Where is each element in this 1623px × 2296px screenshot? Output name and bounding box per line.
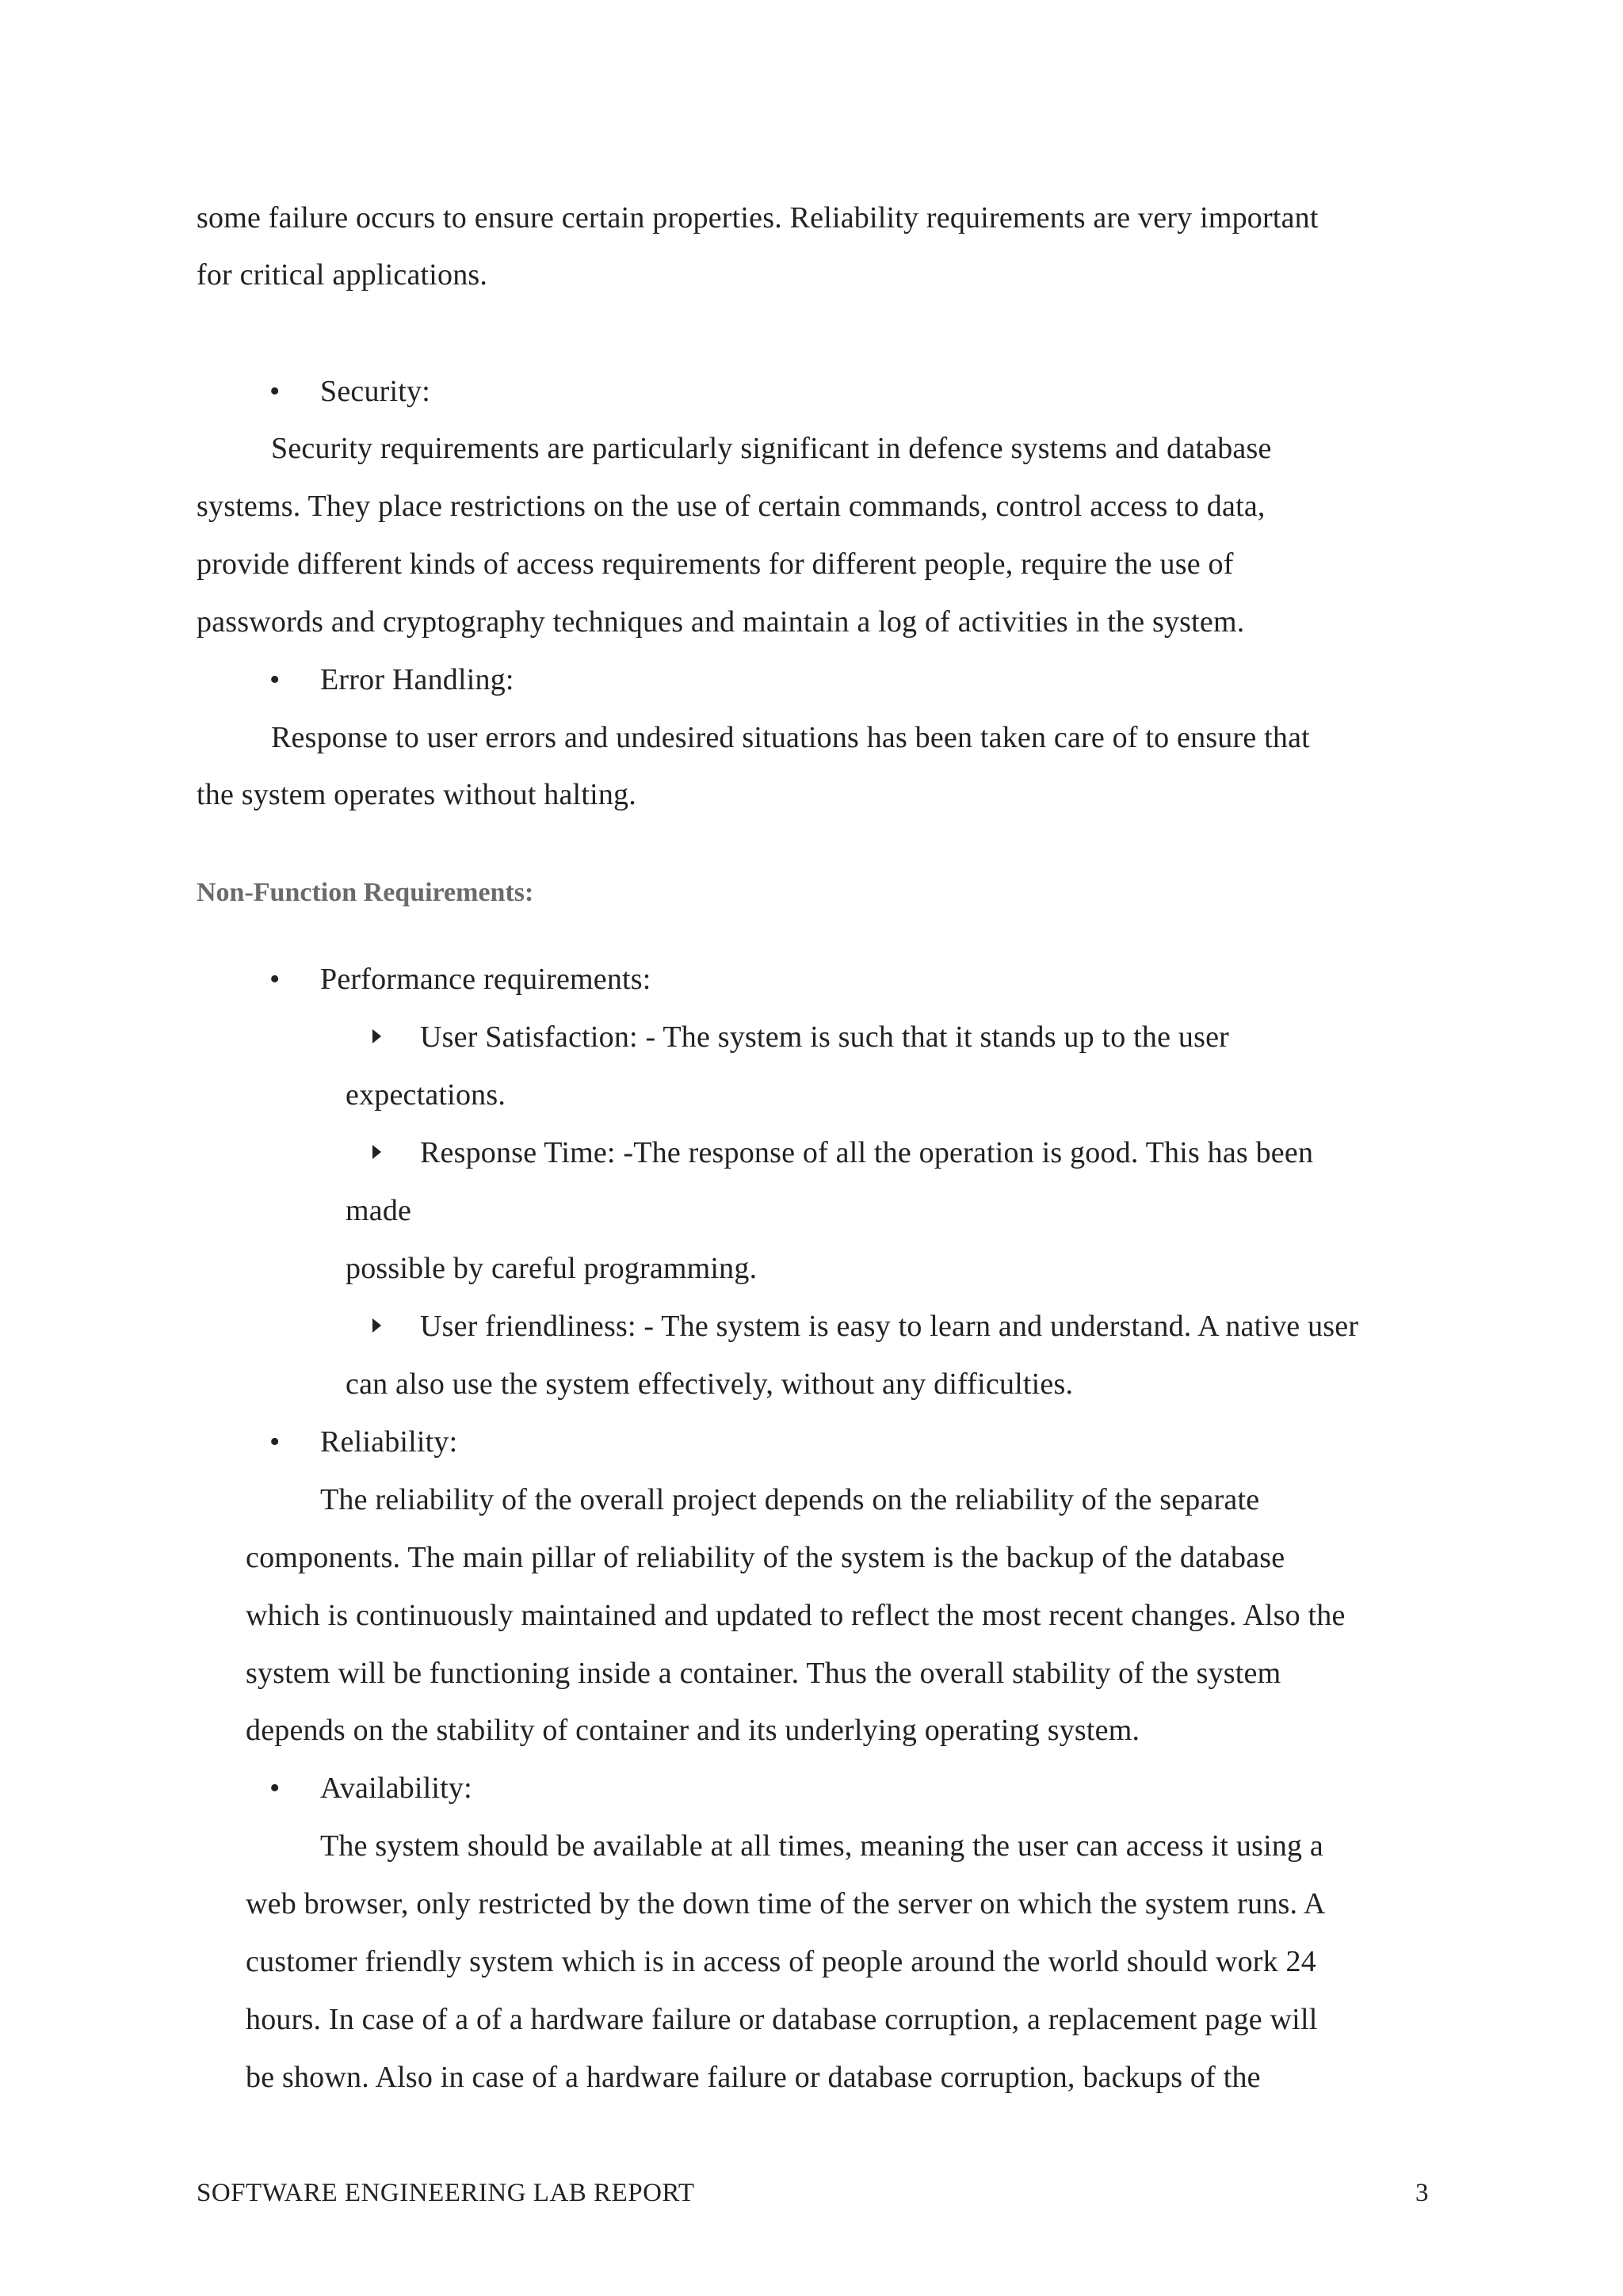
response-time-arrow-icon	[372, 1145, 381, 1159]
reliability-text-line-3: which is continuously maintained and updated to reflect the most recent changes. Also the	[246, 1599, 1346, 1632]
security-text-line-4: passwords and cryptography techniques and maintain a log of activities in the system.	[197, 605, 1245, 639]
availability-text-line-3: customer friendly system which is in access of people around the world should work 24	[246, 1945, 1316, 1978]
response-time-line-3: possible by careful programming.	[346, 1252, 758, 1285]
reliability-text-line-2: components. The main pillar of reliability of the system is the backup of the database	[246, 1541, 1285, 1574]
reliability-text-line-1: The reliability of the overall project depends on the reliability of the separate	[320, 1483, 1260, 1516]
user-friendliness-line-2: can also use the system effectively, without any difficulties.	[346, 1367, 1074, 1401]
availability-bullet: •	[269, 1772, 281, 1805]
reliability-text-line-4: system will be functioning inside a container. Thus the overall stability of the system	[246, 1657, 1281, 1690]
availability-text-line-4: hours. In case of a of a hardware failure or database corruption, a replacement page will	[246, 2003, 1318, 2036]
user-satisfaction-line-1: User Satisfaction: - The system is such that it stands up to the user	[420, 1020, 1230, 1054]
intro-line-1: some failure occurs to ensure certain properties. Reliability requirements are very important	[197, 201, 1319, 235]
user-friendliness-line-1: User friendliness: - The system is easy to learn and understand. A native user	[420, 1310, 1359, 1343]
error-handling-label: Error Handling:	[320, 663, 514, 696]
reliability-text-line-5: depends on the stability of container and its underlying operating system.	[246, 1714, 1140, 1747]
performance-label: Performance requirements:	[320, 963, 651, 996]
non-function-heading: Non-Function Requirements:	[197, 878, 534, 907]
user-friendliness-arrow-icon	[372, 1318, 381, 1333]
footer-title: SOFTWARE ENGINEERING LAB REPORT	[197, 2179, 695, 2207]
availability-text-line-5: be shown. Also in case of a hardware failure or database corruption, backups of the	[246, 2061, 1261, 2094]
error-handling-bullet: •	[269, 663, 281, 696]
availability-label: Availability:	[320, 1772, 472, 1805]
reliability-label: Reliability:	[320, 1425, 458, 1459]
security-bullet: •	[269, 375, 281, 408]
security-text-line-1: Security requirements are particularly significant in defence systems and database	[271, 432, 1272, 465]
security-text-line-3: provide different kinds of access requirements for different people, require the use of	[197, 547, 1234, 581]
response-time-line-1: Response Time: -The response of all the operation is good. This has been	[420, 1136, 1314, 1169]
availability-text-line-1: The system should be available at all times, meaning the user can access it using a	[320, 1829, 1323, 1863]
response-time-line-2: made	[346, 1194, 412, 1227]
security-label: Security:	[320, 375, 430, 408]
performance-bullet: •	[269, 963, 281, 996]
user-satisfaction-line-2: expectations.	[346, 1078, 506, 1112]
intro-line-2: for critical applications.	[197, 258, 488, 292]
error-handling-text-line-2: the system operates without halting.	[197, 778, 636, 811]
security-text-line-2: systems. They place restrictions on the use of certain commands, control access to data,	[197, 490, 1266, 523]
reliability-bullet: •	[269, 1425, 281, 1459]
user-satisfaction-arrow-icon	[372, 1029, 381, 1043]
availability-text-line-2: web browser, only restricted by the down time of the server on which the system runs. A	[246, 1887, 1326, 1920]
page-number: 3	[1415, 2179, 1429, 2207]
error-handling-text-line-1: Response to user errors and undesired situations has been taken care of to ensure that	[271, 721, 1310, 754]
